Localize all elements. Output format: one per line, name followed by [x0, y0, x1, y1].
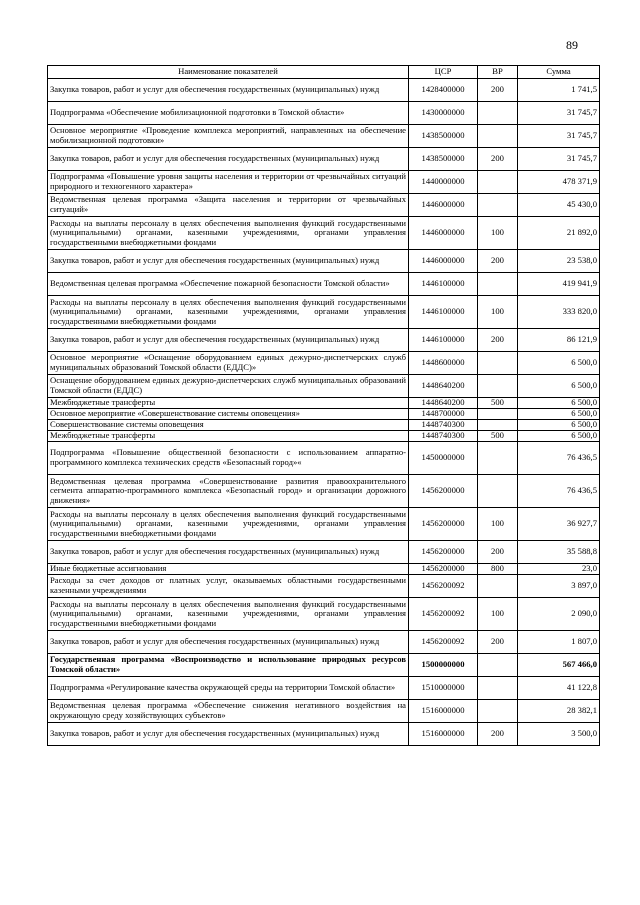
row-sum-cell: 1 807,0 — [518, 631, 600, 654]
row-csr-cell: 1456200000 — [409, 541, 478, 564]
row-vr-cell — [478, 102, 518, 125]
row-sum-cell: 2 090,0 — [518, 598, 600, 631]
row-sum-cell: 86 121,9 — [518, 329, 600, 352]
row-sum-cell: 3 500,0 — [518, 723, 600, 746]
row-csr-cell: 1448700000 — [409, 409, 478, 420]
row-name-cell: Расходы на выплаты персоналу в целях обеспечения выполнения функций государственными (муниципальными) органами, казенными учреждениями, органами управления государственными внебюджетными фондами — [48, 296, 409, 329]
row-csr-cell: 1456200000 — [409, 564, 478, 575]
row-vr-cell — [478, 171, 518, 194]
row-csr-cell: 1500000000 — [409, 654, 478, 677]
row-name-cell: Закупка товаров, работ и услуг для обеспечения государственных (муниципальных) нужд — [48, 723, 409, 746]
row-vr-cell — [478, 442, 518, 475]
row-csr-cell: 1438500000 — [409, 125, 478, 148]
row-name-cell: Расходы на выплаты персоналу в целях обеспечения выполнения функций государственными (муниципальными) органами, казенными учреждениями, органами управления государственными внебюджетными фондами — [48, 217, 409, 250]
row-name-cell: Закупка товаров, работ и услуг для обеспечения государственных (муниципальных) нужд — [48, 250, 409, 273]
table-row — [48, 508, 600, 541]
table-row — [48, 677, 600, 700]
row-sum-cell: 1 741,5 — [518, 79, 600, 102]
table-row — [48, 171, 600, 194]
row-csr-cell: 1446100000 — [409, 329, 478, 352]
row-sum-cell: 36 927,7 — [518, 508, 600, 541]
row-csr-cell: 1450000000 — [409, 442, 478, 475]
table-row — [48, 442, 600, 475]
row-vr-cell: 100 — [478, 217, 518, 250]
row-vr-cell: 200 — [478, 148, 518, 171]
row-sum-cell: 76 436,5 — [518, 442, 600, 475]
row-vr-cell: 200 — [478, 329, 518, 352]
row-vr-cell — [478, 420, 518, 431]
row-name-cell: Подпрограмма «Повышение общественной безопасности с использованием аппаратно-программного комплекса технических средств «Безопасный город»« — [48, 442, 409, 475]
row-name-cell: Ведомственная целевая программа «Обеспечение снижения негативного воздействия на окружающую среду хозяйствующих субъектов» — [48, 700, 409, 723]
column-header-vr: ВР — [478, 66, 518, 79]
row-vr-cell: 500 — [478, 431, 518, 442]
row-sum-cell: 31 745,7 — [518, 148, 600, 171]
table-row — [48, 598, 600, 631]
row-name-cell: Совершенствование системы оповещения — [48, 420, 409, 431]
row-name-cell: Иные бюджетные ассигнования — [48, 564, 409, 575]
table-row — [48, 575, 600, 598]
table-row — [48, 217, 600, 250]
row-csr-cell: 1446000000 — [409, 217, 478, 250]
row-csr-cell: 1456200092 — [409, 598, 478, 631]
row-sum-cell: 419 941,9 — [518, 273, 600, 296]
row-vr-cell — [478, 375, 518, 398]
row-vr-cell: 200 — [478, 541, 518, 564]
row-csr-cell: 1448600000 — [409, 352, 478, 375]
table-header-row — [48, 66, 600, 79]
row-name-cell: Основное мероприятие «Совершенствование системы оповещения» — [48, 409, 409, 420]
row-csr-cell: 1456200000 — [409, 508, 478, 541]
row-csr-cell: 1428400000 — [409, 79, 478, 102]
table-row — [48, 79, 600, 102]
row-csr-cell: 1516000000 — [409, 700, 478, 723]
row-name-cell: Расходы на выплаты персоналу в целях обеспечения выполнения функций государственными (муниципальными) органами, казенными учреждениями, органами управления государственными внебюджетными фондами — [48, 598, 409, 631]
table-body — [48, 79, 600, 746]
row-csr-cell: 1440000000 — [409, 171, 478, 194]
row-vr-cell — [478, 273, 518, 296]
row-vr-cell: 100 — [478, 296, 518, 329]
table-row — [48, 125, 600, 148]
row-vr-cell: 100 — [478, 598, 518, 631]
table-row — [48, 654, 600, 677]
row-vr-cell: 200 — [478, 79, 518, 102]
row-sum-cell: 6 500,0 — [518, 409, 600, 420]
row-vr-cell — [478, 677, 518, 700]
row-sum-cell: 6 500,0 — [518, 352, 600, 375]
row-csr-cell: 1456200000 — [409, 475, 478, 508]
row-vr-cell — [478, 654, 518, 677]
row-name-cell: Ведомственная целевая программа «Защита населения и территории от чрезвычайных ситуаций» — [48, 194, 409, 217]
row-vr-cell — [478, 575, 518, 598]
table-row — [48, 375, 600, 398]
row-vr-cell: 100 — [478, 508, 518, 541]
column-header-csr: ЦСР — [409, 66, 478, 79]
row-sum-cell: 28 382,1 — [518, 700, 600, 723]
row-csr-cell: 1446000000 — [409, 250, 478, 273]
budget-table — [47, 65, 600, 746]
table-row — [48, 409, 600, 420]
row-vr-cell: 200 — [478, 631, 518, 654]
row-csr-cell: 1438500000 — [409, 148, 478, 171]
row-name-cell: Основное мероприятие «Проведение комплекса мероприятий, направленных на обеспечение мобилизационной подготовки» — [48, 125, 409, 148]
table-row — [48, 723, 600, 746]
row-vr-cell: 500 — [478, 398, 518, 409]
row-csr-cell: 1448740300 — [409, 431, 478, 442]
row-sum-cell: 23 538,0 — [518, 250, 600, 273]
table-row — [48, 296, 600, 329]
row-vr-cell — [478, 125, 518, 148]
table-row — [48, 250, 600, 273]
row-name-cell: Закупка товаров, работ и услуг для обеспечения государственных (муниципальных) нужд — [48, 79, 409, 102]
table-row — [48, 398, 600, 409]
row-name-cell: Подпрограмма «Регулирование качества окружающей среды на территории Томской области» — [48, 677, 409, 700]
row-name-cell: Ведомственная целевая программа «Совершенствование развития правоохранительного сегмента аппаратно-программного комплекса «Безопасный город» и организации дорожного движения» — [48, 475, 409, 508]
table-row — [48, 700, 600, 723]
row-name-cell: Оснащение оборудованием единых дежурно-диспетчерских служб муниципальных образований Томской области (ЕДДС) — [48, 375, 409, 398]
table-row — [48, 541, 600, 564]
row-csr-cell: 1510000000 — [409, 677, 478, 700]
row-name-cell: Подпрограмма «Повышение уровня защиты населения и территории от чрезвычайных ситуаций природного и техногенного характера» — [48, 171, 409, 194]
row-sum-cell: 3 897,0 — [518, 575, 600, 598]
row-name-cell: Государственная программа «Воспроизводство и использование природных ресурсов Томской области» — [48, 654, 409, 677]
row-vr-cell — [478, 352, 518, 375]
row-csr-cell: 1446000000 — [409, 194, 478, 217]
table-row — [48, 631, 600, 654]
table-row — [48, 148, 600, 171]
row-name-cell: Основное мероприятие «Оснащение оборудованием единых дежурно-диспетчерских служб муниципальных образований Томской области (ЕДДС)» — [48, 352, 409, 375]
row-vr-cell: 800 — [478, 564, 518, 575]
row-sum-cell: 478 371,9 — [518, 171, 600, 194]
table-row — [48, 102, 600, 125]
table-row — [48, 420, 600, 431]
row-csr-cell: 1516000000 — [409, 723, 478, 746]
row-sum-cell: 35 588,8 — [518, 541, 600, 564]
row-csr-cell: 1456200092 — [409, 631, 478, 654]
row-vr-cell: 200 — [478, 250, 518, 273]
row-name-cell: Закупка товаров, работ и услуг для обеспечения государственных (муниципальных) нужд — [48, 631, 409, 654]
row-csr-cell: 1456200092 — [409, 575, 478, 598]
row-name-cell: Межбюджетные трансферты — [48, 431, 409, 442]
row-sum-cell: 45 430,0 — [518, 194, 600, 217]
row-sum-cell: 23,0 — [518, 564, 600, 575]
table-row — [48, 329, 600, 352]
row-vr-cell — [478, 409, 518, 420]
row-sum-cell: 6 500,0 — [518, 420, 600, 431]
row-vr-cell — [478, 475, 518, 508]
column-header-sum: Сумма — [518, 66, 600, 79]
row-name-cell: Расходы на выплаты персоналу в целях обеспечения выполнения функций государственными (муниципальными) органами, казенными учреждениями, органами управления государственными внебюджетными фондами — [48, 508, 409, 541]
row-name-cell: Подпрограмма «Обеспечение мобилизационной подготовки в Томской области» — [48, 102, 409, 125]
row-name-cell: Межбюджетные трансферты — [48, 398, 409, 409]
row-name-cell: Расходы за счет доходов от платных услуг, оказываемых областными государственными казенными учреждениями — [48, 575, 409, 598]
row-name-cell: Закупка товаров, работ и услуг для обеспечения государственных (муниципальных) нужд — [48, 541, 409, 564]
column-header-name: Наименование показателей — [48, 66, 409, 79]
row-sum-cell: 31 745,7 — [518, 125, 600, 148]
row-csr-cell: 1430000000 — [409, 102, 478, 125]
row-name-cell: Ведомственная целевая программа «Обеспечение пожарной безопасности Томской области» — [48, 273, 409, 296]
row-sum-cell: 333 820,0 — [518, 296, 600, 329]
row-csr-cell: 1448640200 — [409, 398, 478, 409]
row-sum-cell: 6 500,0 — [518, 431, 600, 442]
row-csr-cell: 1446100000 — [409, 296, 478, 329]
table-row — [48, 352, 600, 375]
row-csr-cell: 1448640200 — [409, 375, 478, 398]
row-vr-cell: 200 — [478, 723, 518, 746]
table-row — [48, 475, 600, 508]
table-row — [48, 431, 600, 442]
table-row — [48, 273, 600, 296]
row-sum-cell: 21 892,0 — [518, 217, 600, 250]
row-sum-cell: 41 122,8 — [518, 677, 600, 700]
row-csr-cell: 1448740300 — [409, 420, 478, 431]
table-row — [48, 564, 600, 575]
row-sum-cell: 6 500,0 — [518, 398, 600, 409]
row-sum-cell: 76 436,5 — [518, 475, 600, 508]
row-sum-cell: 567 466,0 — [518, 654, 600, 677]
row-sum-cell: 31 745,7 — [518, 102, 600, 125]
page-number: 89 — [566, 38, 578, 52]
row-vr-cell — [478, 194, 518, 217]
row-csr-cell: 1446100000 — [409, 273, 478, 296]
row-name-cell: Закупка товаров, работ и услуг для обеспечения государственных (муниципальных) нужд — [48, 148, 409, 171]
row-sum-cell: 6 500,0 — [518, 375, 600, 398]
row-vr-cell — [478, 700, 518, 723]
table-row — [48, 194, 600, 217]
row-name-cell: Закупка товаров, работ и услуг для обеспечения государственных (муниципальных) нужд — [48, 329, 409, 352]
